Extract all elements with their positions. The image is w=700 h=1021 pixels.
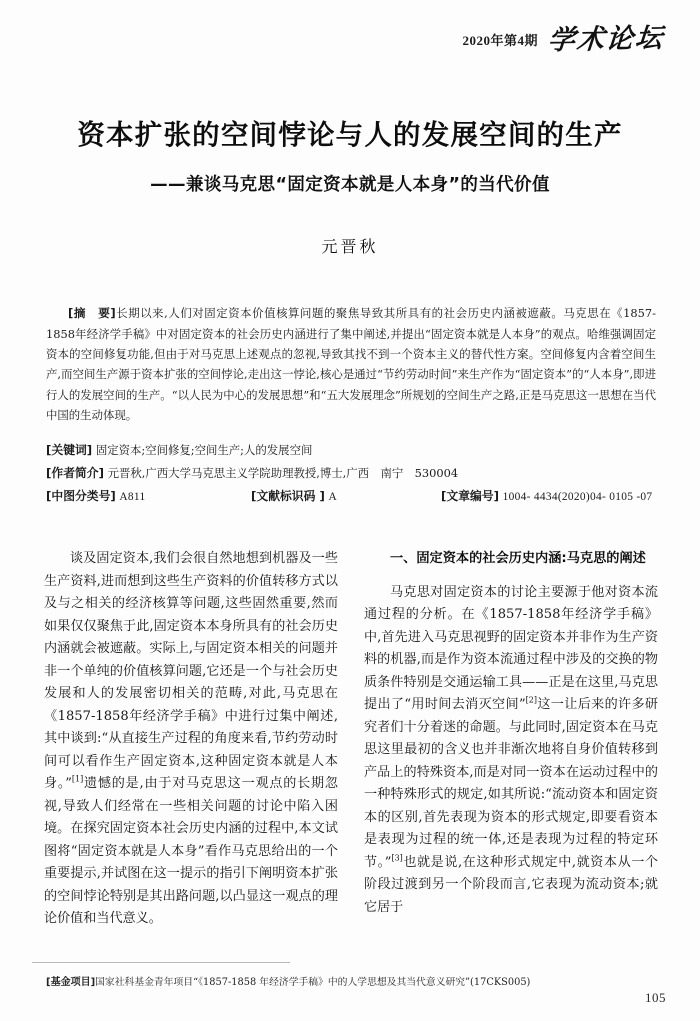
funding-text: 国家社科基金青年项目“《1857-1858 年经济学手稿》中的人学思想及其当代意义研究”(17CKS005) <box>95 977 531 988</box>
masthead <box>462 22 666 57</box>
left-column-paragraph <box>44 548 338 931</box>
article-id-label: [文章编号] <box>441 489 499 504</box>
metadata-block <box>46 303 656 508</box>
article-title: 资本扩张的空间悖论与人的发展空间的生产 <box>77 119 623 151</box>
journal-title-logo: 学术论坛 <box>546 22 666 57</box>
classification-codes-row <box>46 485 656 508</box>
author-bio-value: 元晋秋,广西大学马克思主义学院助理教授,博士,广西 南宁 530004 <box>107 466 459 481</box>
author-name: 元晋秋 <box>321 237 379 257</box>
abstract-label: [摘 要] <box>68 306 116 320</box>
author-bio-label: [作者简介] <box>46 466 104 481</box>
doc-type-value: A <box>328 491 338 504</box>
left-para-part2: 遗憾的是,由于对马克思这一观点的长期忽视,导致人们经常在一些相关问题的讨论中陷入困境。在探究固定资本社会历史内涵的过程中,本文试图将“固定资本就是人本身”看作马克思给出的一个重要提示,并试图在这一提示的指引下阐明资本扩张的空间悖论特别是其出路问题,以凸显这一观点的理论价值和当代意义。 <box>44 776 338 927</box>
footnote-marker-2: [2] <box>525 695 537 705</box>
left-para-part1: 谈及固定资本,我们会很自然地想到机器及一些生产资料,进而想到这些生产资料的价值转移方式以及与之相关的经济核算等问题,这些固然重要,然而如果仅仅聚焦于此,固定资本本身所具有的社会历史内涵就会被遮蔽。实际上,与固定资本相关的问题并非一个单纯的价值核算问题,它还是一个与社会历史发展和人的发展密切相关的范畴,对此,马克思在《1857-1858年经济学手稿》中进行过集中阐述,其中谈到:“从直接生产过程的角度来看,节约劳动时间可以看作生产固定资本,这种固定资本就是人本身。” <box>44 551 338 792</box>
section-heading-1: 一、固定资本的社会历史内涵:马克思的阐述 <box>390 551 646 566</box>
title-block <box>36 118 664 257</box>
issue-label: 2020年第4期 <box>462 33 538 48</box>
footnote-divider <box>32 962 290 963</box>
body-columns <box>44 548 658 940</box>
right-para-part3: 也就是说,在这种形式规定中,就资本从一个阶段过渡到另一个阶段而言,它表现为流动资本;就它居于 <box>364 854 658 915</box>
clc-value: A811 <box>119 491 146 504</box>
keywords-value: 固定资本;空间修复;空间生产;人的发展空间 <box>95 443 313 458</box>
doc-type-segment <box>251 485 441 508</box>
abstract <box>46 303 656 425</box>
left-column <box>44 548 338 940</box>
article-id-segment <box>441 485 652 508</box>
keywords-label: [关键词] <box>46 443 93 458</box>
clc-label: [中图分类号] <box>46 489 116 504</box>
doc-type-label: [文献标识码 ] <box>251 489 325 504</box>
right-column-paragraph <box>364 582 658 920</box>
keyword-lines <box>46 439 656 508</box>
abstract-text: 长期以来,人们对固定资本价值核算问题的聚焦导致其所具有的社会历史内涵被遮蔽。马克思在《1857-1858年经济学手稿》中对固定资本的社会历史内涵进行了集中阐述,并提出“固定资本就是人本身”的观点。哈维强调固定资本的空间修复功能,但由于对马克思上述观点的忽视,导致其找不到一个资本主义的替代性方案。空间修复内含着空间生产,而空间生产源于资本扩张的空间悖论,走出这一悖论,核心是通过“节约劳动时间”来生产作为“固定资本”的“人本身”,即进行人的发展空间的生产。“以人民为中心的发展思想”和“五大发展理念”所规划的空间生产之路,正是马克思这一思想在当代中国的生动体现。 <box>46 306 656 422</box>
page-number: 105 <box>645 990 666 1005</box>
right-column <box>364 548 658 940</box>
right-para-part1: 马克思对固定资本的讨论主要源于他对资本流通过程的分析。在《1857-1858年经济学手稿》中,首先进入马克思视野的固定资本并非作为生产资料的机器,而是作为资本流通过程中涉及的交换的物质条件特别是交通运输工具——正是在这里,马克思提出了“用时间去消灭空间” <box>364 584 658 713</box>
article-id-value: 1004- 4434(2020)04- 0105 -07 <box>502 491 653 504</box>
right-para-part2: 这一让后来的许多研究者们十分着迷的命题。与此同时,固定资本在马克思这里最初的含义也并非渐次地将自身价值转移到产品上的特殊资本,而是对同一资本在运动过程中的一种特殊形式的规定,如其所说:“流动资本和固定资本的区别,首先表现为资本的形式规定,即要看资本是表现为过程的统一体,还是表现为过程的特定环节。” <box>364 697 658 870</box>
author-bio-row <box>46 462 656 485</box>
funding-label: [基金项目] <box>46 977 96 988</box>
article-subtitle: ——兼谈马克思“固定资本就是人本身”的当代价值 <box>150 175 550 196</box>
footnote-marker-3: [3] <box>391 853 403 863</box>
clc-segment <box>46 485 251 508</box>
footnote-marker-1: [1] <box>71 774 84 784</box>
keywords-row <box>46 439 656 462</box>
funding-note <box>46 975 646 991</box>
